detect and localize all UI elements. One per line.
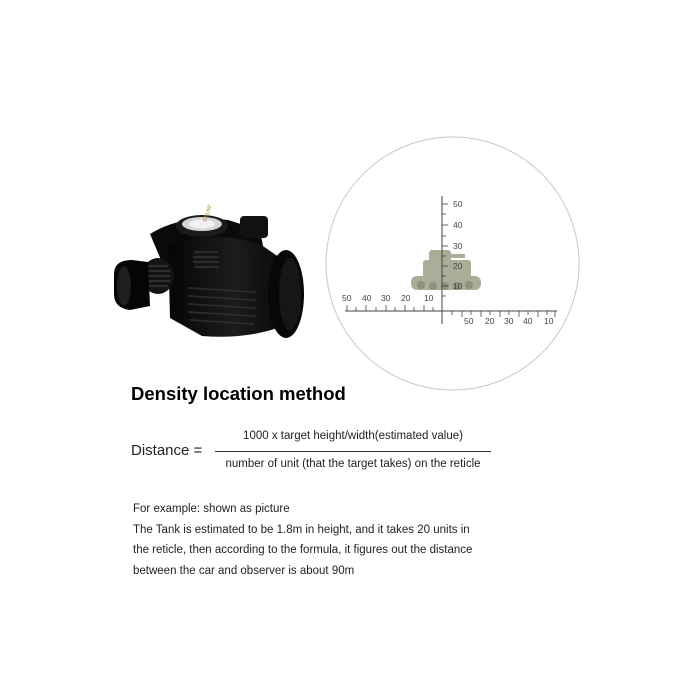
reticle-label: 30 xyxy=(504,316,514,326)
figure-title: Density location method xyxy=(131,383,346,404)
reticle-label: 40 xyxy=(362,293,372,303)
reticle-label: 30 xyxy=(453,241,463,251)
reticle-label: 50 xyxy=(464,316,474,326)
reticle-label: 20 xyxy=(485,316,495,326)
reticle-label: 50 xyxy=(453,199,463,209)
reticle-label: 10 xyxy=(453,281,463,291)
formula-denominator: number of unit (that the target takes) on the reticle xyxy=(225,458,481,470)
reticle-label: 10 xyxy=(424,293,434,303)
reticle-label: 20 xyxy=(401,293,411,303)
binocular-image xyxy=(110,200,310,350)
reticle-label: 20 xyxy=(453,261,463,271)
reticle-view xyxy=(325,136,580,391)
formula-label: Distance = xyxy=(131,442,203,459)
example-line: For example: shown as picture xyxy=(133,503,290,515)
reticle-label: 40 xyxy=(523,316,533,326)
formula-numerator: 1000 x target height/width(estimated value) xyxy=(243,430,463,442)
brand-logo: ESLNF xyxy=(202,203,214,223)
example-line: The Tank is estimated to be 1.8m in height, and it takes 20 units in xyxy=(133,523,470,536)
reticle-label: 50 xyxy=(342,293,352,303)
example-text xyxy=(133,499,533,581)
fraction-line xyxy=(215,451,491,452)
reticle-label: 30 xyxy=(381,293,391,303)
example-line: between the car and observer is about 90m xyxy=(133,564,355,577)
reticle-label: 10 xyxy=(544,316,554,326)
example-line: the reticle, then according to the formula, it figures out the distance xyxy=(133,544,473,556)
reticle-label: 40 xyxy=(453,220,463,230)
